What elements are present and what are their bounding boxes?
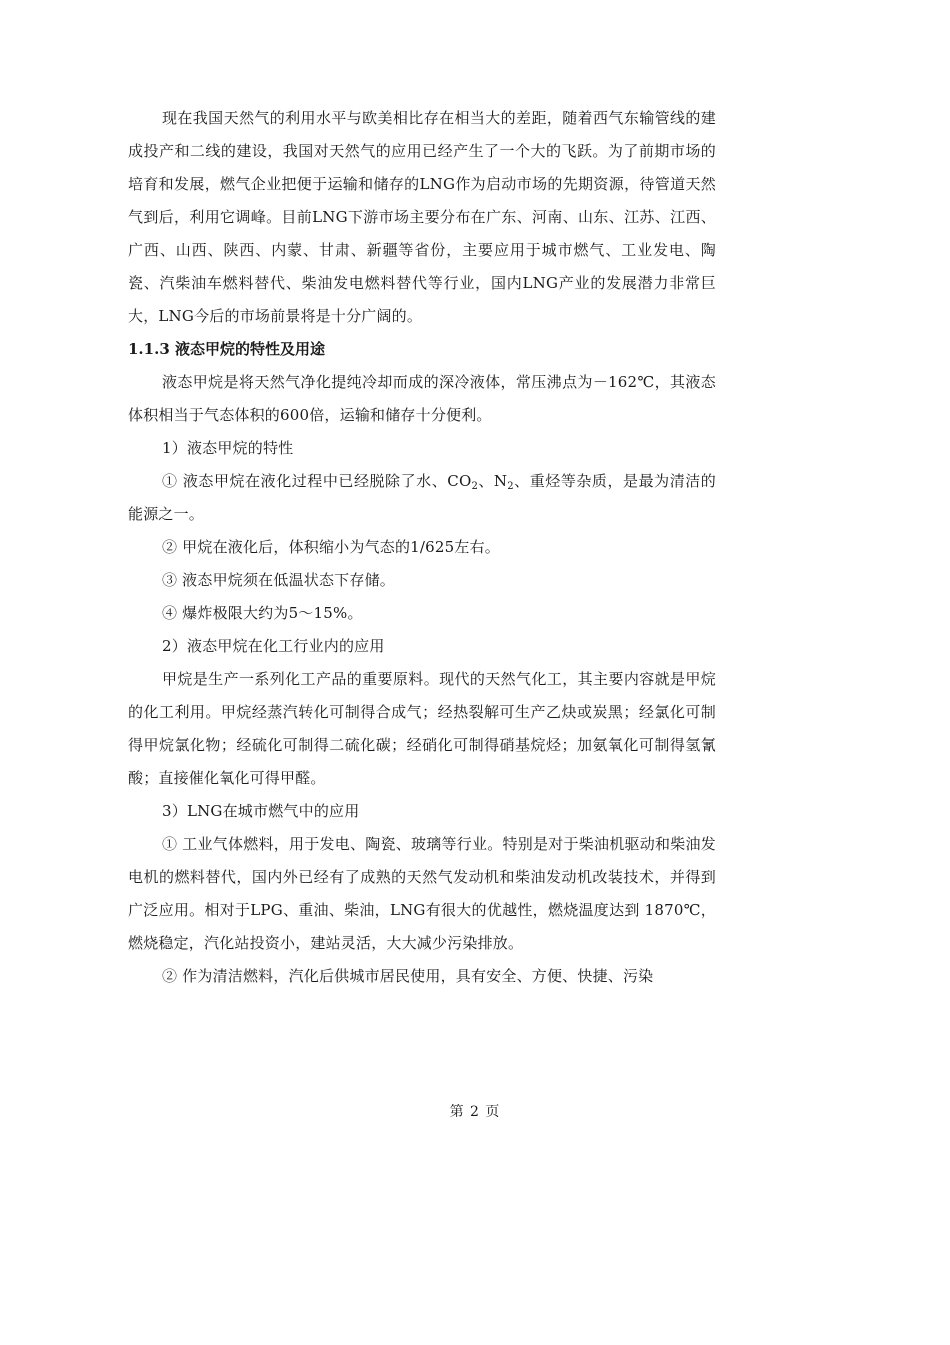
property-item-1 — [128, 465, 716, 531]
city-gas-item-1: ① 工业气体燃料，用于发电、陶瓷、玻璃等行业。特别是对于柴油机驱动和柴油发电机的燃料替代，国内外已经有了成熟的天然气发动机和柴油发动机改装技术，并得到广泛应用。相对于LPG、重油、柴油，LNG有很大的优越性，燃烧温度达到 1870℃，燃烧稳定，汽化站投资小，建站灵活，大大减少污染排放。 — [128, 835, 716, 952]
property-item-4: ④ 爆炸极限大约为5～15%。 — [162, 604, 363, 622]
property-item-1-prefix: ① 液态甲烷在液化过程中已经脱除了水、CO — [162, 472, 472, 490]
subsection-2-title: 2）液态甲烷在化工行业内的应用 — [162, 637, 385, 655]
property-item-3: ③ 液态甲烷须在低温状态下存储。 — [162, 571, 395, 589]
co2-subscript: 2 — [471, 481, 479, 492]
page-number: 第 2 页 — [449, 1104, 501, 1120]
section-intro-paragraph: 液态甲烷是将天然气净化提纯冷却而成的深冷液体，常压沸点为－162℃，其液态体积相当于气态体积的600倍，运输和储存十分便利。 — [128, 373, 716, 424]
property-item-1-suffix: 、重烃等杂质，是最为清洁的能源之一。 — [128, 472, 716, 523]
n2-subscript: 2 — [507, 481, 514, 492]
property-item-2: ② 甲烷在液化后，体积缩小为气态的1/625左右。 — [162, 538, 500, 556]
subsection-1-title: 1）液态甲烷的特性 — [162, 439, 294, 457]
city-gas-item-2: ② 作为清洁燃料，汽化后供城市居民使用，具有安全、方便、快捷、污染 — [162, 967, 654, 985]
page-body — [128, 102, 716, 993]
property-item-1-mid: 、N — [478, 472, 508, 490]
chemical-use-paragraph: 甲烷是生产一系列化工产品的重要原料。现代的天然气化工，其主要内容就是甲烷的化工利用。甲烷经蒸汽转化可制得合成气；经热裂解可生产乙炔或炭黑；经氯化可制得甲烷氯化物；经硫化可制得二硫化碳；经硝化可制得硝基烷烃；加氨氧化可制得氢氰酸；直接催化氧化可得甲醛。 — [128, 670, 716, 787]
section-heading: 1.1.3 液态甲烷的特性及用途 — [128, 340, 325, 358]
intro-paragraph: 现在我国天然气的利用水平与欧美相比存在相当大的差距，随着西气东输管线的建成投产和二线的建设，我国对天然气的应用已经产生了一个大的飞跃。为了前期市场的培育和发展，燃气企业把便于运输和储存的LNG作为启动市场的先期资源，待管道天然气到后，利用它调峰。目前LNG下游市场主要分布在广东、河南、山东、江苏、江西、广西、山西、陕西、内蒙、甘肃、新疆等省份，主要应用于城市燃气、工业发电、陶瓷、汽柴油车燃料替代、柴油发电燃料替代等行业，国内LNG产业的发展潜力非常巨大，LNG今后的市场前景将是十分广阔的。 — [128, 109, 716, 325]
subsection-3-title: 3）LNG在城市燃气中的应用 — [162, 802, 360, 820]
